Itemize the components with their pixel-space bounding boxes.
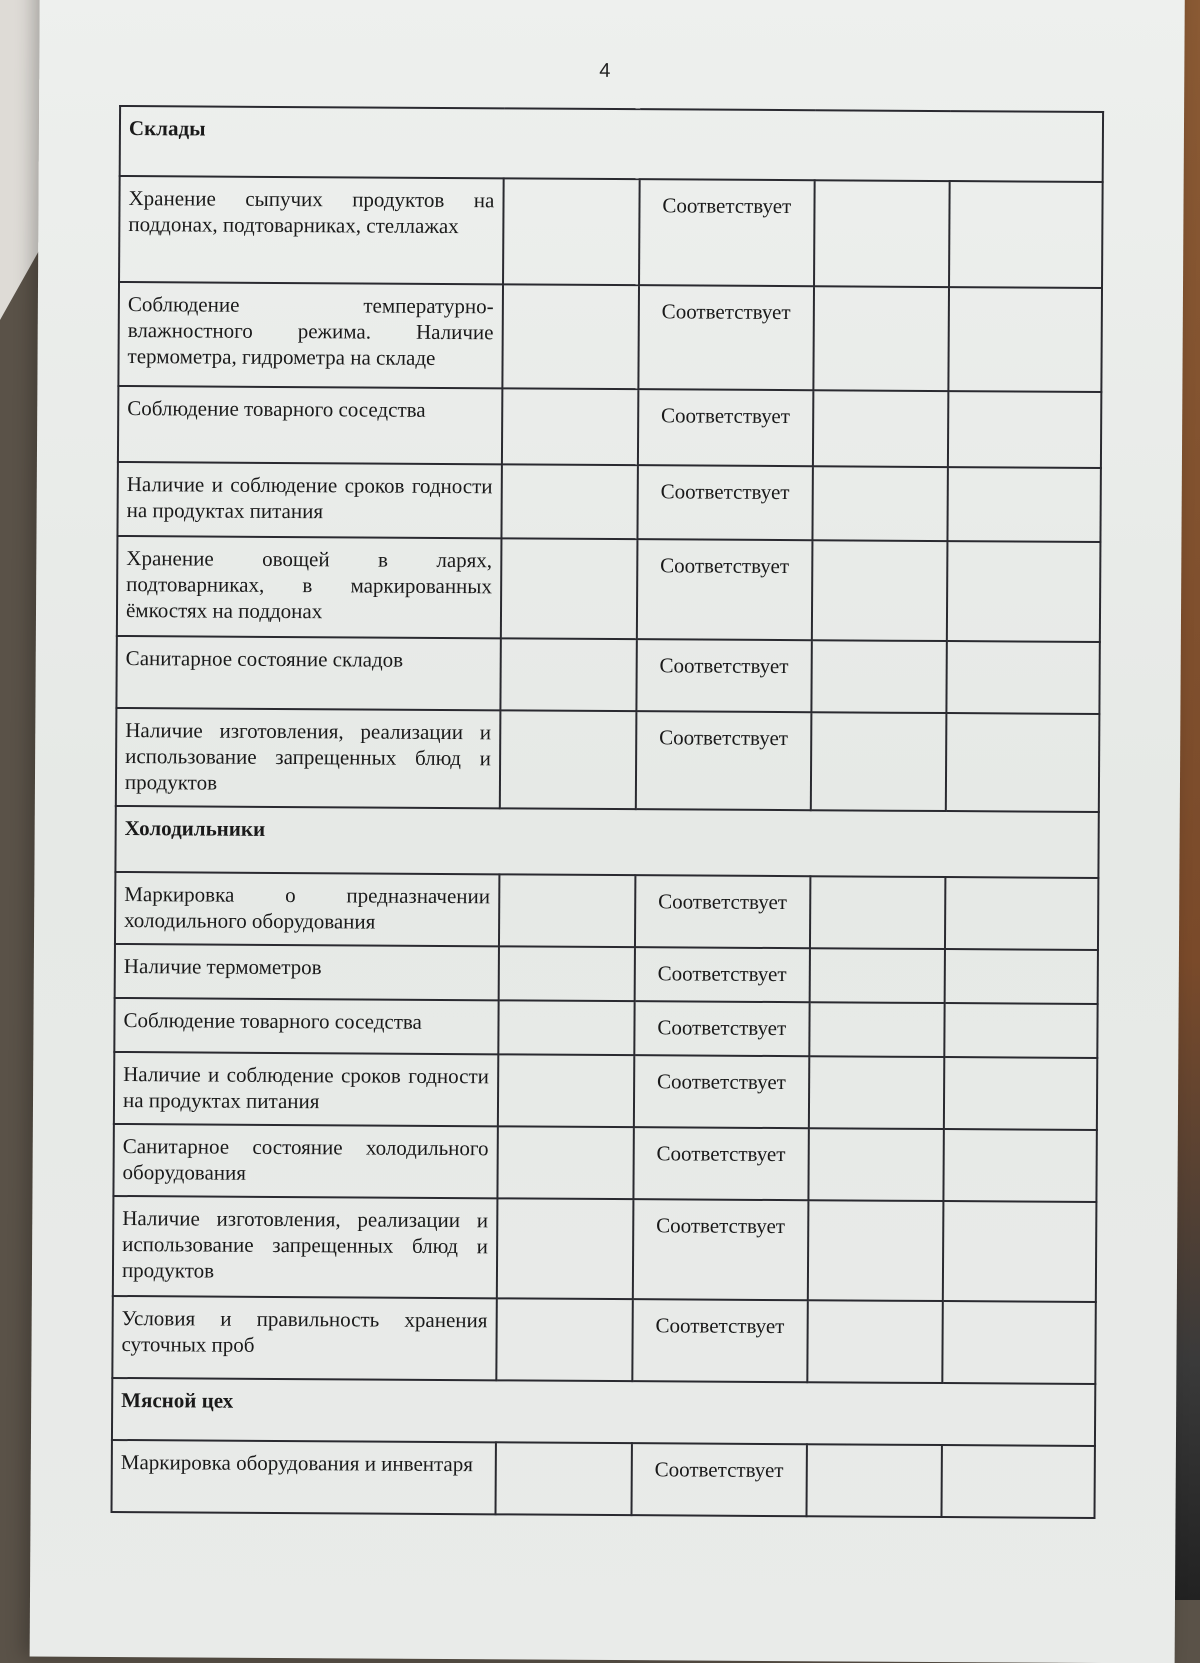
status-cell: Соответствует [635,711,811,810]
table-row [117,536,1101,642]
criterion-cell: Санитарное состояние складов [116,636,500,710]
table-row [115,944,1098,1004]
criterion-cell: Наличие изготовления, реализации и использование запрещенных блюд и продуктов [113,1196,497,1298]
empty-cell [945,877,1099,950]
inspection-checklist-table [111,105,1105,1519]
empty-cell [809,1002,944,1057]
empty-cell [499,874,635,947]
criterion-cell: Соблюдение товарного соседства [118,386,502,464]
empty-cell [948,391,1102,468]
section-header-cell [112,1378,1095,1446]
empty-cell [500,638,636,711]
table-row [116,636,1099,714]
empty-cell [946,713,1100,812]
empty-cell [495,1442,631,1515]
section-title: Мясной цех [121,1388,234,1413]
empty-cell [814,180,949,287]
criterion-cell: Наличие и соблюдение сроков годности на продуктах питания [117,462,501,538]
section-header-cell [120,106,1103,182]
empty-cell [949,181,1103,288]
status-cell: Соответствует [636,639,812,712]
table-row [114,1052,1097,1130]
empty-cell [810,876,945,949]
status-cell: Соответствует [633,1055,809,1128]
status-cell: Соответствует [634,1001,810,1056]
empty-cell [810,948,945,1003]
section-header-row [115,806,1098,878]
table-row [118,386,1101,468]
criterion-cell: Маркировка оборудования и инвентаря [112,1440,496,1514]
empty-cell [498,946,634,1001]
document-page [30,0,1185,1663]
empty-cell [497,1198,633,1299]
status-cell: Соответствует [639,179,815,286]
empty-cell [496,1298,632,1381]
status-cell: Соответствует [633,1127,809,1200]
table-row [112,1440,1095,1518]
empty-cell [807,1300,942,1383]
section-title: Холодильники [124,816,266,841]
empty-cell [809,1056,944,1129]
table-row [116,708,1100,812]
table-row [119,176,1103,288]
criterion-cell: Хранение овощей в ларях, подтоварниках, в маркированных ёмкостях на поддонах [117,536,501,638]
criterion-cell: Маркировка о предназначении холодильного оборудования [115,872,499,946]
section-header-row [112,1378,1095,1446]
empty-cell [812,540,947,641]
empty-cell [809,1128,944,1201]
status-cell: Соответствует [637,465,813,540]
empty-cell [807,1444,942,1517]
status-cell: Соответствует [632,1199,808,1300]
status-cell: Соответствует [636,539,812,640]
empty-cell [498,1054,634,1127]
empty-cell [808,1200,943,1301]
empty-cell [502,388,638,465]
empty-cell [498,1000,634,1055]
table-row [113,1124,1096,1202]
status-cell: Соответствует [631,1443,807,1516]
empty-cell [941,1445,1095,1518]
status-cell: Соответствует [632,1299,808,1382]
empty-cell [943,1201,1097,1302]
criterion-cell: Соблюдение товарного соседства [114,998,498,1054]
table-row [114,998,1097,1058]
empty-cell [944,949,1097,1004]
empty-cell [946,641,1100,714]
table-row [117,462,1100,542]
empty-cell [501,464,637,539]
table-row [118,282,1102,392]
empty-cell [942,1301,1096,1384]
empty-cell [947,541,1101,642]
empty-cell [947,467,1101,542]
empty-cell [811,712,946,811]
empty-cell [813,466,948,541]
empty-cell [813,390,948,467]
criterion-cell: Санитарное состояние холодильного оборудования [113,1124,497,1198]
empty-cell [813,286,948,391]
empty-cell [500,710,636,809]
section-header-cell [115,806,1098,878]
section-header-row [120,106,1103,182]
section-title: Склады [128,116,206,141]
page-number: 4 [599,59,611,82]
empty-cell [502,284,638,389]
criterion-cell: Условия и правильность хранения суточных проб [112,1296,496,1380]
empty-cell [497,1126,633,1199]
status-cell: Соответствует [634,947,810,1002]
empty-cell [812,640,947,713]
criterion-cell: Хранение сыпучих продуктов на поддонах, подтоварниках, стеллажах [119,176,503,284]
criterion-cell: Наличие изготовления, реализации и использование запрещенных блюд и продуктов [116,708,500,808]
status-cell: Соответствует [637,389,813,466]
criterion-cell: Наличие термометров [115,944,499,1000]
criterion-cell: Наличие и соблюдение сроков годности на продуктах питания [114,1052,498,1126]
table-row [115,872,1098,950]
empty-cell [948,287,1102,392]
empty-cell [943,1129,1097,1202]
table-row [112,1296,1095,1384]
criterion-cell: Соблюдение температурно-влажностного режима. Наличие термометра, гидрометра на складе [118,282,502,388]
status-cell: Соответствует [638,285,814,390]
empty-cell [503,178,639,285]
table-row [113,1196,1097,1302]
empty-cell [501,538,637,639]
empty-cell [944,1003,1097,1058]
empty-cell [944,1057,1098,1130]
status-cell: Соответствует [635,875,811,948]
